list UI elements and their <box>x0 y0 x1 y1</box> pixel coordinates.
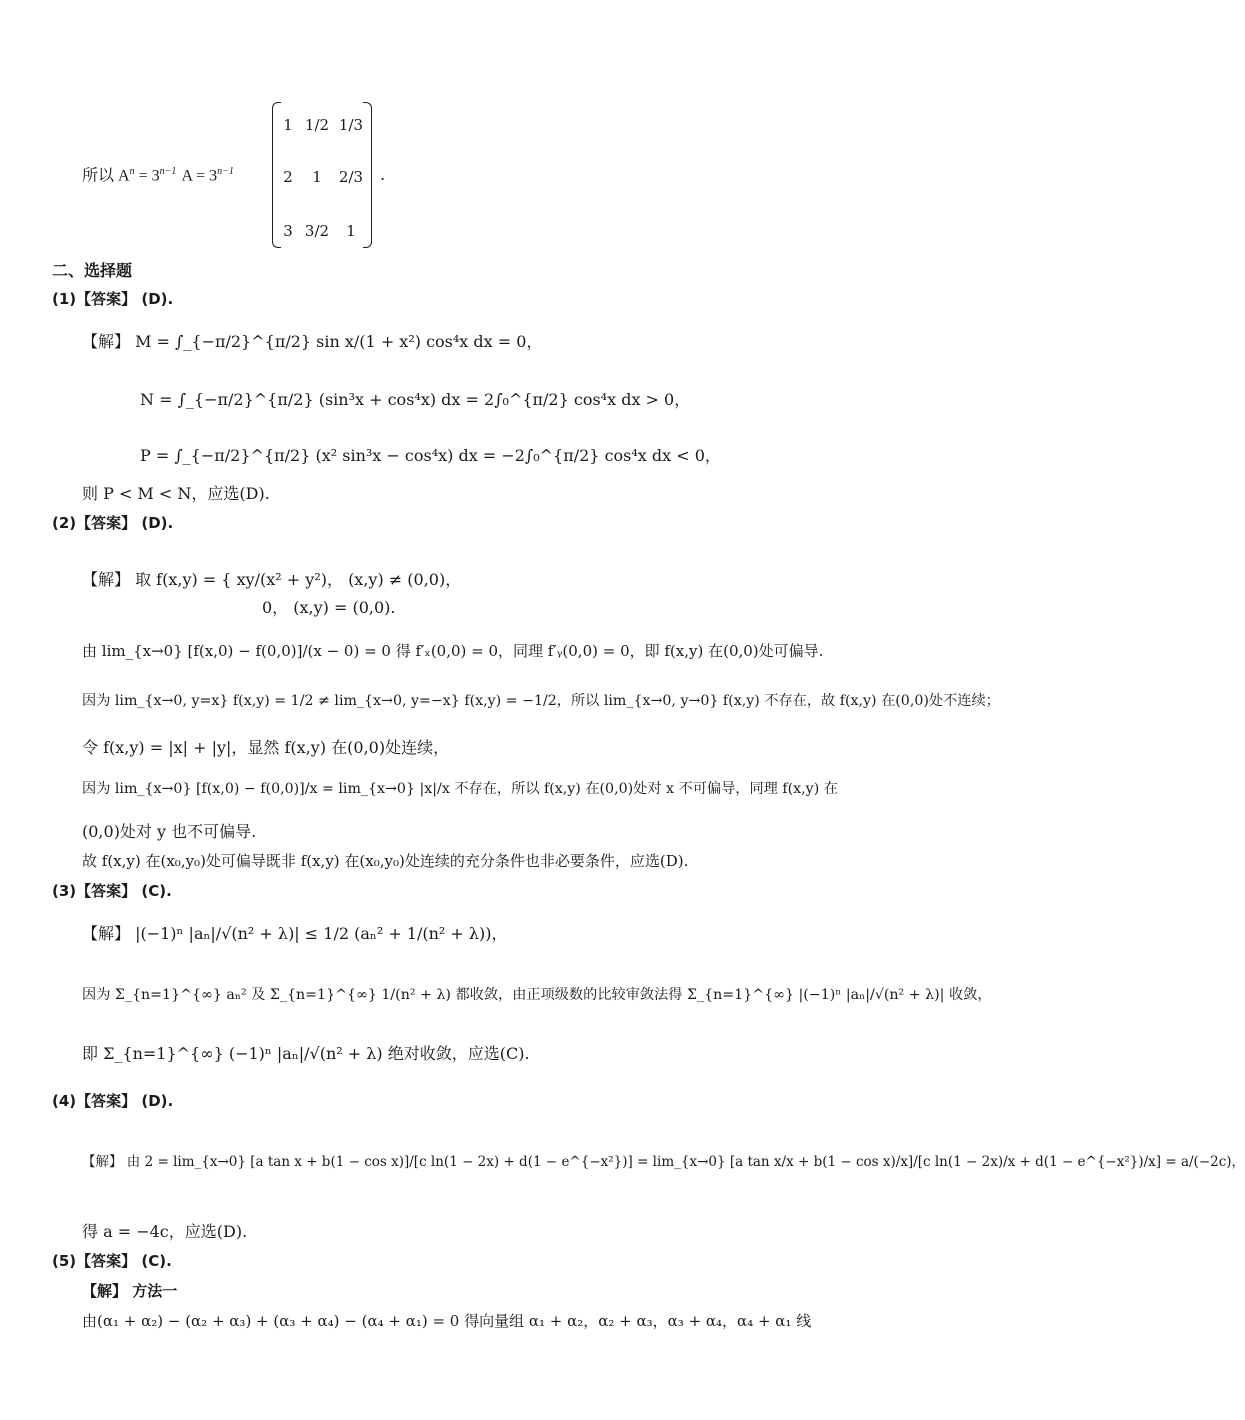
matrix-cell: 1 <box>283 116 293 134</box>
solution-line: 令 f(x,y) = |x| + |y|，显然 f(x,y) 在(0,0)处连续， <box>82 738 450 757</box>
solution-line: 故 f(x,y) 在(x₀,y₀)处可偏导既非 f(x,y) 在(x₀,y₀)处连续的充分条件也非必要条件，应选(D). <box>82 852 689 870</box>
matrix-equation-prefix: 所以 A <box>82 167 130 185</box>
answer-line-4: (4)【答案】 (D). <box>52 1092 174 1110</box>
answer-line-1: (1)【答案】 (D). <box>52 290 174 308</box>
solution-line: (0,0)处对 y 也不可偏导. <box>82 822 257 841</box>
solution-line: 【解】 取 f(x,y) = { xy/(x² + y²)， (x,y) ≠ (0,0)， <box>82 570 462 589</box>
matrix-cell: 2/3 <box>338 168 364 186</box>
matrix-cell: 1 <box>346 222 356 240</box>
matrix-equation <box>82 167 234 184</box>
matrix-equation-sup-exp: n−1 <box>159 166 177 177</box>
matrix-cell: 3 <box>283 222 293 240</box>
solution-line: P = ∫_{−π/2}^{π/2} (x² sin³x − cos⁴x) dx = −2∫₀^{π/2} cos⁴x dx < 0， <box>140 446 721 465</box>
solution-line: 【解】 |(−1)ⁿ |aₙ|/√(n² + λ)| ≤ 1/2 (aₙ² + 1/(n² + λ))， <box>82 924 508 943</box>
solution-method: 【解】 方法一 <box>82 1282 178 1300</box>
answer-line-5: (5)【答案】 (C). <box>52 1252 172 1270</box>
section-title: 二、选择题 <box>52 261 133 280</box>
solution-line: 得 a = −4c，应选(D). <box>82 1222 248 1241</box>
matrix-equation-eq: = 3 <box>134 167 160 185</box>
matrix-equation-mid: A = 3 <box>181 167 218 185</box>
solution-line: 即 Σ_{n=1}^{∞} (−1)ⁿ |aₙ|/√(n² + λ) 绝对收敛，应选(C). <box>82 1044 530 1063</box>
matrix-equation-sup-n: n <box>129 166 135 177</box>
matrix-cell: 1 <box>312 168 322 186</box>
answer-line-3: (3)【答案】 (C). <box>52 882 172 900</box>
matrix <box>272 102 372 248</box>
solution-line: 【解】 M = ∫_{−π/2}^{π/2} sin x/(1 + x²) cos⁴x dx = 0， <box>82 332 543 351</box>
solution-line: 因为 lim_{x→0, y=x} f(x,y) = 1/2 ≠ lim_{x→0, y=−x} f(x,y) = −1/2，所以 lim_{x→0, y→0} f(x,y) 不存在，故 f(x,y) 在(0,0)处不连续； <box>82 693 1000 709</box>
solution-line: 因为 lim_{x→0} [f(x,0) − f(0,0)]/x = lim_{x→0} |x|/x 不存在，所以 f(x,y) 在(0,0)处对 x 不可偏导，同理 f(x,y) 在 <box>82 781 838 797</box>
solution-line: 则 P < M < N，应选(D). <box>82 484 270 503</box>
matrix-cell: 2 <box>283 168 293 186</box>
matrix-cell: 3/2 <box>304 222 330 240</box>
solution-line: 由(α₁ + α₂) − (α₂ + α₃) + (α₃ + α₄) − (α₄ + α₁) = 0 得向量组 α₁ + α₂，α₂ + α₃，α₃ + α₄，α₄ + α₁ 线 <box>82 1312 812 1330</box>
matrix-cell: 1/2 <box>304 116 330 134</box>
solution-line: 【解】 由 2 = lim_{x→0} [a tan x + b(1 − cos x)]/[c ln(1 − 2x) + d(1 − e^{−x²})] = lim_{x→0} [a tan x/x + b(1 − cos x)/x]/[c ln(1 − 2x)/x + d(1 − e^{−x²})/x] = a/(−2c)， <box>82 1154 1245 1170</box>
solution-line: 由 lim_{x→0} [f(x,0) − f(0,0)]/(x − 0) = 0 得 f′ₓ(0,0) = 0，同理 f′ᵧ(0,0) = 0，即 f(x,y) 在(0,0)处可偏导. <box>82 642 824 660</box>
solution-line: 0， (x,y) = (0,0). <box>262 598 396 617</box>
matrix-suffix: . <box>380 165 386 184</box>
matrix-cell: 1/3 <box>338 116 364 134</box>
solution-line: N = ∫_{−π/2}^{π/2} (sin³x + cos⁴x) dx = 2∫₀^{π/2} cos⁴x dx > 0， <box>140 390 691 409</box>
answer-line-2: (2)【答案】 (D). <box>52 514 174 532</box>
matrix-equation-sup-exp-2: n−1 <box>217 166 234 177</box>
solution-line: 因为 Σ_{n=1}^{∞} aₙ² 及 Σ_{n=1}^{∞} 1/(n² + λ) 都收敛，由正项级数的比较审敛法得 Σ_{n=1}^{∞} |(−1)ⁿ |aₙ|/√(n² + λ)| 收敛， <box>82 987 992 1003</box>
